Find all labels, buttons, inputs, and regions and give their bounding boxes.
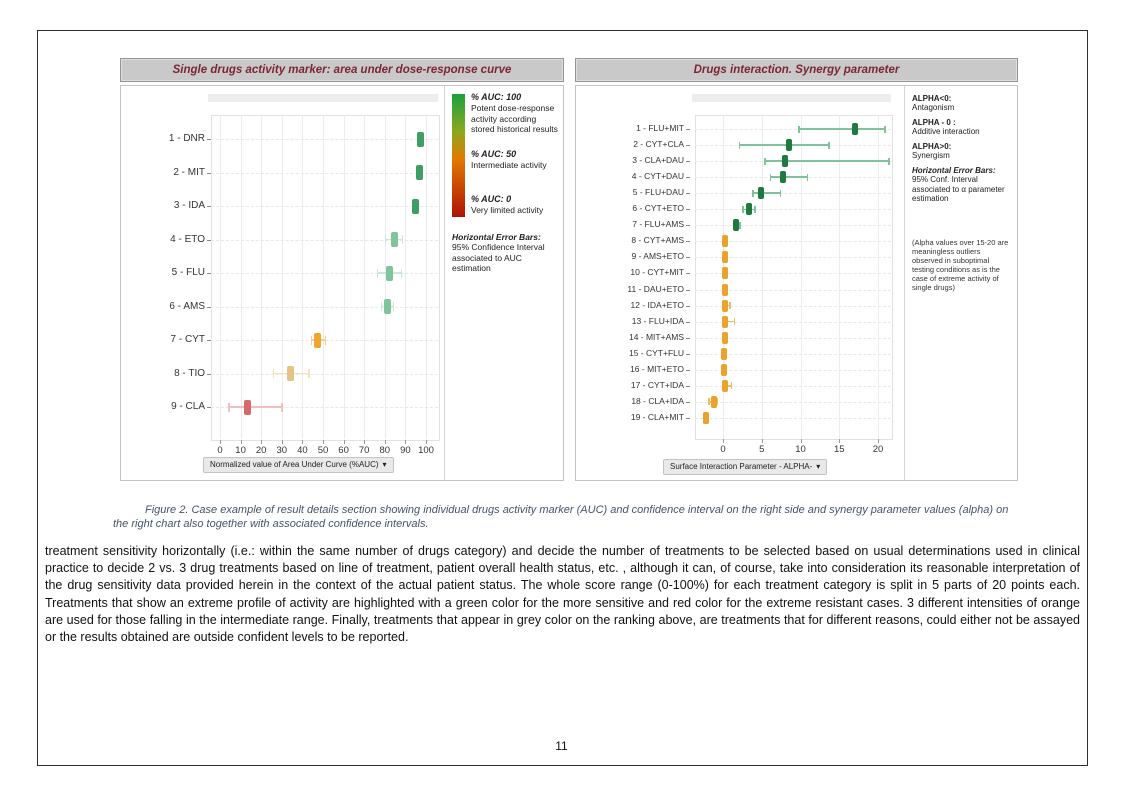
legend-item-text: Very limited activity bbox=[471, 205, 544, 215]
y-tick-mark bbox=[686, 338, 690, 339]
x-tick-mark bbox=[261, 440, 262, 444]
error-bar-cap bbox=[888, 158, 890, 165]
error-bar bbox=[798, 128, 886, 130]
x-tick-mark bbox=[878, 439, 879, 443]
x-gridline bbox=[323, 115, 324, 439]
x-tick-label: 0 bbox=[720, 444, 726, 455]
x-tick-mark bbox=[282, 440, 283, 444]
dropdown-arrow-icon: ▾ bbox=[816, 462, 821, 471]
data-marker bbox=[416, 165, 423, 180]
error-bar bbox=[228, 406, 283, 408]
x-tick-mark bbox=[405, 440, 406, 444]
legend-footnote: (Alpha values over 15-20 are meaningless outliers observed in suboptimal testing conditions as is the case of extreme activity of single drugs) bbox=[912, 238, 1009, 292]
y-tick-mark bbox=[686, 209, 690, 210]
y-tick-mark bbox=[686, 145, 690, 146]
error-bar-cap bbox=[742, 206, 744, 213]
body-paragraph: treatment sensitivity horizontally (i.e.: within the same number of drugs category) and decide the number of treatments to be selected based on usual determinations used in clinical practice to decide 2 vs. 3 drug treatments based on line of treatment, patient overall health status, etc. , although it can, of course, take into consideration its reasonable interpretation of the drug sensitivity data provided herein in the context of the actual patient status. The whole score range (0-100%) for each treatment category is split in 5 parts of 20 points each. Treatments that show an extreme profile of activity are highlighted with a green color for the more sensitive and red color for the extreme resistant cases. 3 different intensities of orange are used for those falling in the intermediate range. Finally, treatments that appear in grey color on the ranking above, are treatments that for different reasons, could either not be assayed or the results obtained are outside confident levels to be reported. bbox=[45, 544, 1080, 645]
y-tick-label: 4 - CYT+DAU bbox=[631, 171, 684, 182]
legend-item-title: ALPHA<0: bbox=[912, 94, 952, 103]
y-tick-label: 15 - CYT+FLU bbox=[628, 347, 684, 358]
data-marker bbox=[711, 396, 717, 408]
row-gridline bbox=[695, 418, 891, 419]
data-marker bbox=[722, 332, 728, 344]
x-gridline bbox=[282, 115, 283, 439]
left-chart-title: Single drugs activity marker: area under dose-response curve bbox=[120, 58, 564, 82]
error-bar-cap bbox=[752, 190, 754, 197]
legend-note bbox=[452, 232, 560, 274]
error-bar-cap bbox=[377, 269, 379, 278]
error-bar-cap bbox=[739, 222, 741, 229]
x-gridline bbox=[878, 115, 879, 438]
x-tick-label: 30 bbox=[276, 445, 288, 456]
y-tick-label: 6 - AMS bbox=[169, 300, 205, 312]
plot-header-strip bbox=[208, 94, 438, 102]
y-tick-mark bbox=[686, 257, 690, 258]
x-tick-label: 50 bbox=[317, 445, 329, 456]
legend-item-title: % AUC: 100 bbox=[471, 92, 522, 102]
y-tick-mark bbox=[686, 193, 690, 194]
alpha-legend bbox=[904, 86, 1017, 480]
data-marker bbox=[722, 284, 728, 296]
y-tick-mark bbox=[207, 173, 211, 174]
error-bar-cap bbox=[308, 369, 310, 378]
error-bar-cap bbox=[393, 302, 395, 311]
error-bar-cap bbox=[798, 126, 800, 133]
data-marker bbox=[722, 251, 728, 263]
error-bar-cap bbox=[311, 336, 313, 345]
y-tick-mark bbox=[686, 322, 690, 323]
x-tick-label: 60 bbox=[338, 445, 349, 456]
x-tick-label: 10 bbox=[235, 445, 246, 456]
row-gridline bbox=[211, 206, 438, 207]
x-gridline bbox=[302, 115, 303, 439]
y-tick-label: 9 - AMS+ETO bbox=[631, 251, 684, 262]
error-bar-cap bbox=[807, 174, 809, 181]
y-tick-label: 19 - CLA+MIT bbox=[630, 411, 684, 422]
y-tick-mark bbox=[207, 273, 211, 274]
data-marker bbox=[412, 199, 419, 214]
error-bar-cap bbox=[281, 403, 283, 412]
x-tick-label: 15 bbox=[833, 444, 845, 455]
error-bar-cap bbox=[729, 302, 731, 309]
y-tick-label: 10 - CYT+MIT bbox=[630, 267, 684, 278]
x-tick-mark bbox=[839, 439, 840, 443]
data-marker bbox=[314, 333, 321, 348]
y-tick-mark bbox=[207, 407, 211, 408]
y-tick-label: 13 - FLU+IDA bbox=[631, 315, 684, 326]
legend-item-text: Synergism bbox=[912, 151, 950, 160]
row-gridline bbox=[211, 307, 438, 308]
x-tick-label: 70 bbox=[358, 445, 370, 456]
data-marker bbox=[703, 412, 709, 424]
x-tick-mark bbox=[241, 440, 242, 444]
y-tick-label: 1 - FLU+MIT bbox=[636, 123, 684, 133]
y-tick-label: 3 - CLA+DAU bbox=[632, 155, 684, 166]
data-marker bbox=[852, 123, 858, 135]
x-axis-selector[interactable]: Normalized value of Area Under Curve (%AUC) ▾ bbox=[203, 457, 394, 473]
y-tick-label: 2 - CYT+CLA bbox=[633, 139, 684, 150]
x-tick-label: 90 bbox=[400, 445, 411, 456]
error-bar-cap bbox=[734, 318, 736, 325]
legend-note-title: Horizontal Error Bars: bbox=[452, 232, 541, 242]
data-marker bbox=[721, 364, 727, 376]
data-marker bbox=[722, 316, 728, 328]
x-gridline bbox=[220, 115, 221, 439]
alpha-plot-area bbox=[576, 86, 904, 480]
x-gridline bbox=[344, 115, 345, 439]
error-bar-cap bbox=[381, 302, 383, 311]
y-tick-mark bbox=[686, 386, 690, 387]
y-tick-label: 11 - DAU+ETO bbox=[627, 283, 684, 294]
legend-item-text: Potent dose-response activity according stored historical results bbox=[471, 103, 558, 134]
right-chart-title: Drugs interaction. Synergy parameter bbox=[575, 58, 1018, 82]
row-gridline bbox=[695, 209, 891, 210]
x-tick-mark bbox=[364, 440, 365, 444]
y-tick-label: 5 - FLU bbox=[171, 267, 205, 278]
y-tick-mark bbox=[686, 161, 690, 162]
y-tick-mark bbox=[207, 139, 211, 140]
error-bar-cap bbox=[402, 235, 404, 244]
data-marker bbox=[391, 232, 398, 247]
row-gridline bbox=[695, 193, 891, 194]
y-tick-mark bbox=[207, 374, 211, 375]
data-marker bbox=[287, 366, 294, 381]
error-bar-cap bbox=[884, 126, 886, 133]
x-tick-mark bbox=[302, 440, 303, 444]
x-tick-mark bbox=[801, 439, 802, 443]
legend-item bbox=[912, 118, 1012, 143]
legend-item-text: Intermediate activity bbox=[471, 160, 547, 170]
data-marker bbox=[417, 132, 424, 147]
y-tick-label: 7 - CYT bbox=[170, 334, 205, 345]
data-marker bbox=[786, 139, 792, 151]
legend-item-title: ALPHA>0: bbox=[912, 142, 952, 151]
x-tick-mark bbox=[344, 440, 345, 444]
data-marker bbox=[746, 203, 752, 215]
x-tick-label: 10 bbox=[795, 444, 806, 455]
y-tick-label: 8 - CYT+AMS bbox=[631, 235, 684, 246]
legend-item bbox=[912, 142, 1012, 167]
data-marker bbox=[722, 267, 728, 279]
row-gridline bbox=[211, 173, 438, 174]
legend-item-title: % AUC: 0 bbox=[471, 194, 512, 204]
data-marker bbox=[782, 155, 788, 167]
y-tick-label: 9 - CLA bbox=[171, 401, 205, 412]
x-tick-label: 80 bbox=[379, 445, 391, 456]
auc-plot-area bbox=[121, 86, 444, 480]
right-chart-panel bbox=[575, 85, 1018, 481]
error-bar-cap bbox=[708, 398, 710, 405]
y-tick-label: 4 - ETO bbox=[170, 233, 205, 245]
legend-item bbox=[471, 92, 561, 135]
y-tick-label: 5 - FLU+DAU bbox=[632, 187, 684, 198]
legend-note bbox=[912, 166, 1008, 210]
y-tick-label: 17 - CYT+IDA bbox=[630, 379, 684, 390]
legend-item bbox=[471, 194, 561, 216]
x-gridline bbox=[839, 115, 840, 438]
auc-gradient-bar bbox=[452, 94, 465, 217]
data-marker bbox=[780, 171, 786, 183]
x-tick-mark bbox=[762, 439, 763, 443]
legend-item-text: Additive interaction bbox=[912, 127, 980, 136]
y-tick-label: 12 - IDA+ETO bbox=[630, 299, 684, 310]
error-bar-cap bbox=[385, 235, 387, 244]
x-gridline bbox=[801, 115, 802, 438]
error-bar bbox=[739, 144, 830, 146]
x-tick-mark bbox=[323, 440, 324, 444]
left-chart-panel bbox=[120, 85, 564, 481]
x-gridline bbox=[405, 115, 406, 439]
x-tick-mark bbox=[723, 439, 724, 443]
y-tick-label: 8 - TIO bbox=[174, 367, 205, 379]
legend-note-title: Horizontal Error Bars: bbox=[912, 166, 996, 175]
error-bar-cap bbox=[780, 190, 782, 197]
row-gridline bbox=[211, 139, 438, 140]
row-gridline bbox=[695, 402, 891, 403]
data-marker bbox=[386, 266, 393, 281]
y-tick-label: 14 - MIT+AMS bbox=[628, 331, 684, 342]
row-gridline bbox=[211, 273, 438, 274]
y-tick-label: 3 - IDA bbox=[173, 200, 205, 211]
error-bar-cap bbox=[717, 398, 719, 405]
data-marker bbox=[721, 348, 727, 360]
x-tick-label: 20 bbox=[255, 445, 267, 456]
y-tick-label: 18 - CLA+IDA bbox=[631, 395, 684, 406]
x-gridline bbox=[762, 115, 763, 438]
y-tick-mark bbox=[207, 240, 211, 241]
x-tick-mark bbox=[426, 440, 427, 444]
y-tick-mark bbox=[686, 402, 690, 403]
plot-header-strip bbox=[692, 94, 891, 102]
x-tick-label: 5 bbox=[759, 444, 765, 455]
error-bar-cap bbox=[770, 174, 772, 181]
x-gridline bbox=[241, 115, 242, 439]
row-gridline bbox=[211, 374, 438, 375]
figure-caption: Figure 2. Case example of result details section showing individual drugs activity marker (AUC) and confidence interval on the right side and synergy parameter values (alpha) on the right chart also together with associated confidence intervals. bbox=[113, 504, 1009, 530]
x-gridline bbox=[364, 115, 365, 439]
y-tick-mark bbox=[686, 370, 690, 371]
y-tick-mark bbox=[686, 418, 690, 419]
data-marker bbox=[722, 300, 728, 312]
x-tick-mark bbox=[385, 440, 386, 444]
legend-item-title: ALPHA - 0 : bbox=[912, 118, 956, 127]
y-tick-label: 2 - MIT bbox=[173, 166, 205, 178]
x-tick-label: 100 bbox=[418, 445, 434, 456]
y-tick-mark bbox=[686, 225, 690, 226]
legend-item-title: % AUC: 50 bbox=[471, 149, 517, 159]
data-marker bbox=[722, 235, 728, 247]
legend-note-text: 95% Conf. Interval associated to α parameter estimation bbox=[912, 175, 1005, 203]
y-tick-label: 6 - CYT+ETO bbox=[632, 203, 684, 214]
row-gridline bbox=[695, 225, 891, 226]
error-bar-cap bbox=[401, 269, 403, 278]
x-tick-mark bbox=[220, 440, 221, 444]
error-bar bbox=[770, 176, 809, 178]
y-tick-label: 1 - DNR bbox=[168, 133, 205, 144]
y-tick-mark bbox=[686, 273, 690, 274]
x-tick-label: 40 bbox=[297, 445, 308, 456]
y-tick-mark bbox=[686, 241, 690, 242]
y-tick-mark bbox=[686, 290, 690, 291]
y-tick-mark bbox=[686, 129, 690, 130]
y-tick-mark bbox=[686, 306, 690, 307]
data-marker bbox=[758, 187, 764, 199]
data-marker bbox=[733, 219, 739, 231]
row-gridline bbox=[211, 240, 438, 241]
error-bar bbox=[752, 192, 781, 194]
error-bar-cap bbox=[764, 158, 766, 165]
error-bar-cap bbox=[828, 142, 830, 149]
x-gridline bbox=[261, 115, 262, 439]
x-tick-label: 0 bbox=[217, 445, 223, 456]
legend-item bbox=[471, 149, 561, 171]
data-marker bbox=[384, 299, 391, 314]
error-bar-cap bbox=[739, 142, 741, 149]
dropdown-arrow-icon: ▾ bbox=[382, 460, 387, 469]
x-axis-selector[interactable]: Surface Interaction Parameter - ALPHA- ▾ bbox=[663, 459, 827, 475]
x-tick-label: 20 bbox=[872, 444, 884, 455]
y-tick-mark bbox=[207, 206, 211, 207]
error-bar-cap bbox=[754, 206, 756, 213]
error-bar-cap bbox=[731, 382, 733, 389]
x-gridline bbox=[426, 115, 427, 439]
y-tick-mark bbox=[686, 177, 690, 178]
auc-legend bbox=[444, 86, 563, 480]
y-tick-mark bbox=[207, 307, 211, 308]
y-tick-mark bbox=[686, 354, 690, 355]
data-marker bbox=[722, 380, 728, 392]
legend-item-text: Antagonism bbox=[912, 103, 955, 112]
error-bar-cap bbox=[325, 336, 327, 345]
data-marker bbox=[244, 400, 251, 415]
page-number: 11 bbox=[555, 739, 568, 753]
y-tick-label: 7 - FLU+AMS bbox=[632, 219, 684, 230]
y-tick-mark bbox=[207, 340, 211, 341]
legend-note-text: 95% Confidence Interval associated to AUC estimation bbox=[452, 242, 545, 273]
y-tick-label: 16 - MIT+ETO bbox=[630, 363, 684, 374]
legend-item bbox=[912, 94, 1012, 119]
error-bar-cap bbox=[273, 369, 275, 378]
error-bar-cap bbox=[228, 403, 230, 412]
